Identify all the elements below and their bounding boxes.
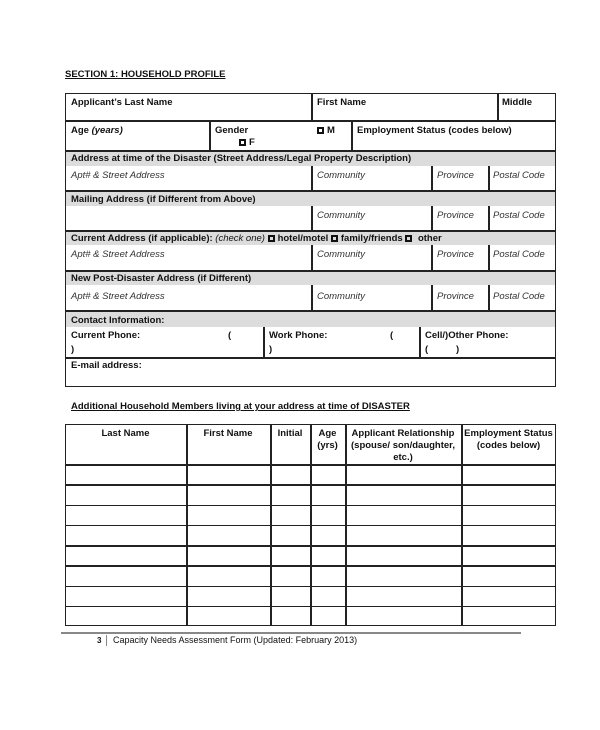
disaster-province-field[interactable]: Province bbox=[437, 170, 474, 181]
paren: ) bbox=[71, 344, 75, 355]
table-cell-input[interactable] bbox=[272, 588, 309, 605]
checkbox-icon bbox=[239, 139, 246, 146]
age-label: Age bbox=[71, 125, 89, 136]
divider bbox=[65, 120, 556, 122]
table-cell-input[interactable] bbox=[347, 547, 460, 564]
divider bbox=[263, 327, 265, 357]
divider bbox=[488, 206, 490, 230]
table-cell-input[interactable] bbox=[188, 507, 269, 524]
column-header: First Name bbox=[203, 428, 253, 439]
check-one-hint: (check one) bbox=[215, 233, 265, 244]
divider bbox=[497, 93, 499, 120]
paren: ) bbox=[456, 344, 460, 355]
contact-info-label: Contact Information: bbox=[71, 315, 165, 326]
table-cell-input[interactable] bbox=[188, 527, 269, 544]
column-header: Employment Status (codes below) bbox=[464, 428, 553, 451]
section2-title: Additional Household Members living at your address at time of DISASTER bbox=[71, 401, 410, 412]
table-cell-input[interactable] bbox=[67, 547, 185, 564]
table-cell-input[interactable] bbox=[272, 507, 309, 524]
column-header: Initial bbox=[277, 428, 303, 439]
mailing-province-field[interactable]: Province bbox=[437, 210, 474, 221]
disaster-postal-field[interactable]: Postal Code bbox=[493, 170, 545, 181]
divider bbox=[65, 310, 556, 312]
work-phone-field[interactable]: Work Phone: bbox=[269, 330, 328, 341]
table-cell-input[interactable] bbox=[272, 527, 309, 544]
last-name-field[interactable]: Applicant’s Last Name bbox=[71, 97, 173, 108]
divider bbox=[311, 245, 313, 270]
other-label: other bbox=[417, 233, 442, 244]
table-cell-input[interactable] bbox=[463, 567, 555, 584]
divider bbox=[209, 120, 211, 150]
table-cell-input[interactable] bbox=[312, 567, 344, 584]
current-community-field[interactable]: Community bbox=[317, 249, 366, 260]
current-phone-field[interactable]: Current Phone: bbox=[71, 330, 141, 341]
table-cell-input[interactable] bbox=[312, 466, 344, 483]
table-cell-input[interactable] bbox=[67, 527, 185, 544]
new-address-label: New Post-Disaster Address (if Different) bbox=[71, 273, 252, 284]
table-cell-input[interactable] bbox=[188, 588, 269, 605]
mailing-address-label: Mailing Address (if Different from Above) bbox=[71, 194, 256, 205]
table-cell-input[interactable] bbox=[347, 567, 460, 584]
footer-text: Capacity Needs Assessment Form (Updated: February 2013) bbox=[113, 635, 358, 645]
table-cell-input[interactable] bbox=[347, 486, 460, 503]
table-cell-input[interactable] bbox=[312, 608, 344, 625]
table-cell-input[interactable] bbox=[188, 486, 269, 503]
first-name-field[interactable]: First Name bbox=[317, 97, 367, 108]
divider bbox=[419, 327, 421, 357]
divider bbox=[311, 206, 313, 230]
divider bbox=[311, 93, 313, 120]
divider bbox=[65, 190, 556, 192]
new-province-field[interactable]: Province bbox=[437, 291, 474, 302]
checkbox-icon bbox=[331, 235, 338, 242]
table-cell-input[interactable] bbox=[347, 527, 460, 544]
disaster-community-field[interactable]: Community bbox=[317, 170, 366, 181]
table-cell-input[interactable] bbox=[272, 486, 309, 503]
table-cell-input[interactable] bbox=[463, 507, 555, 524]
divider bbox=[488, 285, 490, 310]
table-cell-input[interactable] bbox=[67, 608, 185, 625]
table-cell-input[interactable] bbox=[347, 608, 460, 625]
table-cell-input[interactable] bbox=[67, 486, 185, 503]
table-cell-input[interactable] bbox=[272, 608, 309, 625]
table-cell-input[interactable] bbox=[312, 527, 344, 544]
table-cell-input[interactable] bbox=[312, 486, 344, 503]
column-header: Age (yrs) bbox=[317, 428, 338, 451]
other-checkbox[interactable] bbox=[405, 233, 441, 244]
divider bbox=[311, 285, 313, 310]
checkbox-icon bbox=[268, 235, 275, 242]
checkbox-icon bbox=[405, 235, 412, 242]
divider bbox=[488, 245, 490, 270]
table-cell-input[interactable] bbox=[188, 547, 269, 564]
table-cell-input[interactable] bbox=[463, 608, 555, 625]
current-postal-field[interactable]: Postal Code bbox=[493, 249, 545, 260]
table-cell-input[interactable] bbox=[188, 567, 269, 584]
page-number: 3 bbox=[97, 636, 102, 645]
table-cell-input[interactable] bbox=[463, 466, 555, 483]
paren: ( bbox=[390, 330, 394, 341]
gender-m-label: M bbox=[327, 125, 335, 136]
hotel-checkbox[interactable] bbox=[268, 233, 329, 244]
divider bbox=[431, 206, 433, 230]
email-field[interactable]: E-mail address: bbox=[71, 360, 142, 371]
divider bbox=[351, 120, 353, 150]
current-province-field[interactable]: Province bbox=[437, 249, 474, 260]
new-postal-field[interactable]: Postal Code bbox=[493, 291, 545, 302]
divider bbox=[65, 230, 556, 232]
table-cell-input[interactable] bbox=[312, 588, 344, 605]
checkbox-icon bbox=[317, 127, 324, 134]
gender-f-label: F bbox=[249, 137, 255, 148]
disaster-address-label: Address at time of the Disaster (Street Address/Legal Property Description) bbox=[71, 153, 412, 164]
family-checkbox[interactable] bbox=[331, 233, 403, 244]
mailing-postal-field[interactable]: Postal Code bbox=[493, 210, 545, 221]
paren: ( bbox=[425, 344, 429, 355]
employment-status-field[interactable]: Employment Status (codes below) bbox=[357, 125, 512, 136]
table-cell-input[interactable] bbox=[347, 507, 460, 524]
footer-rule bbox=[61, 632, 521, 634]
table-cell-input[interactable] bbox=[272, 466, 309, 483]
table-cell-input[interactable] bbox=[463, 588, 555, 605]
disaster-street-field[interactable]: Apt# & Street Address bbox=[71, 170, 165, 181]
divider bbox=[431, 245, 433, 270]
divider bbox=[65, 150, 556, 152]
paren: ) bbox=[269, 344, 273, 355]
table-cell-input[interactable] bbox=[312, 547, 344, 564]
gender-label: Gender bbox=[215, 125, 249, 136]
mailing-street-field[interactable] bbox=[67, 207, 310, 229]
column-header: Applicant Relationship (spouse/ son/daughter, etc.) bbox=[351, 428, 455, 463]
column-header: Last Name bbox=[101, 428, 150, 439]
current-address-label: Current Address (if applicable): bbox=[71, 233, 213, 244]
divider bbox=[431, 285, 433, 310]
table-cell-input[interactable] bbox=[463, 527, 555, 544]
age-field[interactable] bbox=[71, 125, 123, 136]
divider bbox=[431, 166, 433, 190]
table-cell-input[interactable] bbox=[347, 466, 460, 483]
current-street-field[interactable]: Apt# & Street Address bbox=[71, 249, 165, 260]
table-cell-input[interactable] bbox=[272, 567, 309, 584]
hotel-label: hotel/motel bbox=[277, 233, 329, 244]
footer-separator bbox=[106, 635, 107, 646]
paren: ( bbox=[228, 330, 232, 341]
mailing-community-field[interactable]: Community bbox=[317, 210, 366, 221]
table-cell-input[interactable] bbox=[67, 507, 185, 524]
table-cell-input[interactable] bbox=[463, 486, 555, 503]
current-address-row bbox=[71, 233, 442, 244]
table-cell-input[interactable] bbox=[312, 507, 344, 524]
table-cell-input[interactable] bbox=[463, 547, 555, 564]
table-cell-input[interactable] bbox=[188, 608, 269, 625]
section1-title: SECTION 1: HOUSEHOLD PROFILE bbox=[65, 69, 226, 80]
table-cell-input[interactable] bbox=[67, 466, 185, 483]
gender-m-checkbox[interactable] bbox=[317, 125, 335, 136]
divider bbox=[65, 270, 556, 272]
table-cell-input[interactable] bbox=[347, 588, 460, 605]
table-cell-input[interactable] bbox=[67, 567, 185, 584]
divider bbox=[65, 357, 556, 359]
new-street-field[interactable]: Apt# & Street Address bbox=[71, 291, 165, 302]
divider bbox=[311, 166, 313, 190]
table-cell-input[interactable] bbox=[67, 588, 185, 605]
age-unit: (years) bbox=[91, 125, 123, 136]
divider bbox=[488, 166, 490, 190]
table-cell-input[interactable] bbox=[188, 466, 269, 483]
cell-phone-field[interactable]: Cell/)Other Phone: bbox=[425, 330, 509, 341]
new-community-field[interactable]: Community bbox=[317, 291, 366, 302]
family-label: family/friends bbox=[340, 233, 403, 244]
middle-name-field[interactable]: Middle bbox=[502, 97, 533, 108]
table-cell-input[interactable] bbox=[272, 547, 309, 564]
gender-f-checkbox[interactable] bbox=[239, 137, 255, 148]
